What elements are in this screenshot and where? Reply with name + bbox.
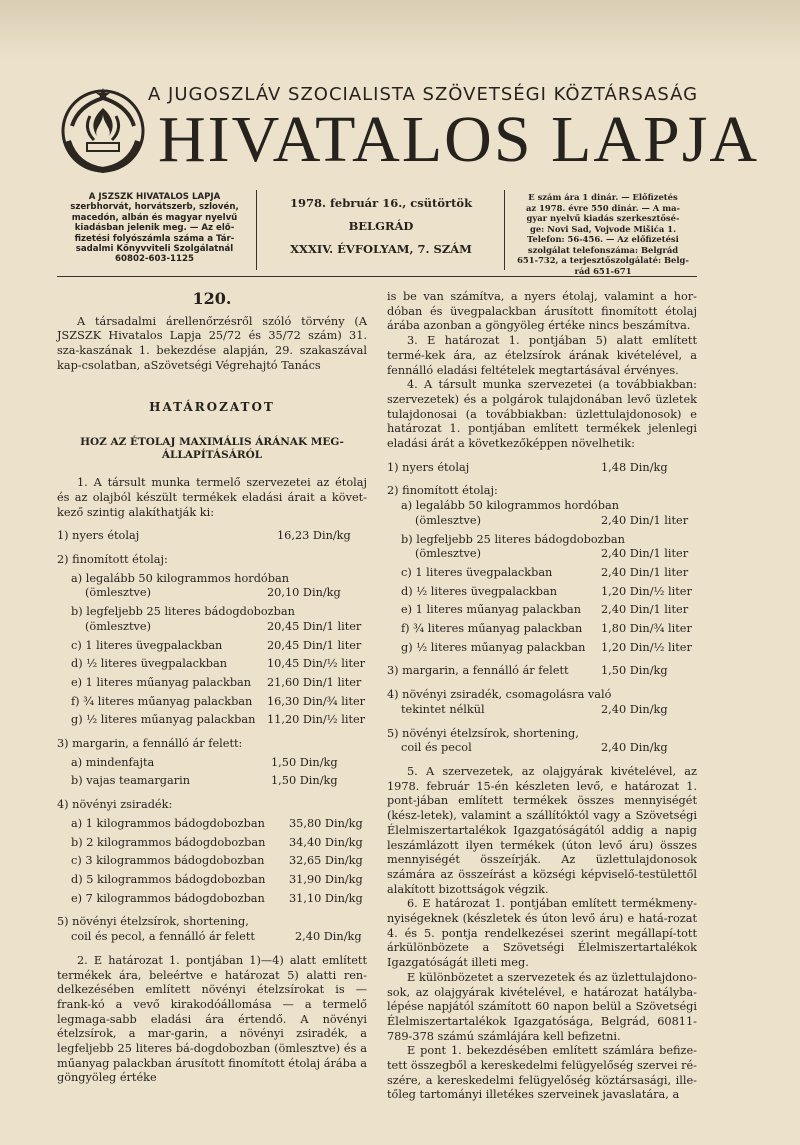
price-row xyxy=(71,695,367,710)
price-row xyxy=(71,817,367,832)
header-right-line: az 1978. évre 550 dinár. — A ma- xyxy=(526,202,680,213)
issue-volume: XXXIV. ÉVFOLYAM, 7. SZÁM xyxy=(290,242,472,256)
price-label: 1) nyers étolaj xyxy=(387,460,470,474)
price-value: 1,48 Din/kg xyxy=(601,460,668,474)
price-label: a) legalább 50 kilogrammos hordóban xyxy=(71,571,289,585)
price-value: 11,20 Din/½ liter xyxy=(267,713,366,727)
price-label: coil és pecol xyxy=(401,741,472,755)
paragraph-8: E pont 1. bekezdésében említett számlára befize-tett összegből a kereskedelmi felügyelőség szervei ré-szére, a kereskedelmi felügyelőség köztársasági, ille-tőleg tartományi illetékes szerveinek javaslatára, a xyxy=(387,1044,697,1102)
header-right-line: E szám ára 1 dinár. — Előfizetés xyxy=(528,192,678,202)
price-value: 16,23 Din/kg xyxy=(277,529,351,543)
header-center-info xyxy=(262,192,500,267)
price-row xyxy=(71,620,367,635)
price-label: 3) margarin, a fennálló ár felett xyxy=(387,664,569,678)
state-emblem-icon xyxy=(58,86,148,176)
price-value: 31,90 Din/kg xyxy=(289,872,363,886)
price-row xyxy=(71,836,367,851)
price-label: tekintet nélkül xyxy=(401,702,485,716)
price-value: 31,10 Din/kg xyxy=(289,891,363,905)
intro-paragraph: A társadalmi árellenőrzésről szóló törvény (A JSZSZK Hivatalos Lapja 25/72 és 35/72 szám) 31. sza-kaszának 1. bekezdése alapján, 29. szakaszával kap-csolatban, aSzövetségi Végrehajtó Tanács xyxy=(57,314,367,372)
price-value: 21,60 Din/1 liter xyxy=(267,675,362,689)
price-value: 1,80 Din/¾ liter xyxy=(601,622,692,636)
left-column xyxy=(57,290,367,1086)
price-label: e) 1 literes műanyag palackban xyxy=(71,675,252,689)
price-value: 32,65 Din/kg xyxy=(289,854,363,868)
price-value: 16,30 Din/¾ liter xyxy=(267,694,366,708)
price-value: 20,45 Din/1 liter xyxy=(267,638,362,652)
price-label: 1) nyers étolaj xyxy=(57,529,140,543)
price-label: g) ½ literes műanyag palackban xyxy=(401,640,586,654)
price-value: 1,50 Din/kg xyxy=(271,755,338,769)
price-row xyxy=(387,664,697,679)
price-row xyxy=(387,461,697,476)
price-label: c) 3 kilogrammos bádogdobozban xyxy=(71,854,265,868)
price-row xyxy=(71,774,367,789)
header-right-line: 651-732, a terjesztőszolgálaté: Belg- xyxy=(517,255,689,265)
price-row xyxy=(401,514,697,529)
price-label: c) 1 literes üvegpalackban xyxy=(71,638,223,652)
price-row xyxy=(71,756,367,771)
decree-title: HATÁROZATOT xyxy=(149,399,275,414)
issue-place: BELGRÁD xyxy=(348,219,414,233)
paragraph-3: 3. E határozat 1. pontjában 5) alatt említett termé-kek ára, az ételzsírok árának kivételével, a fennálló eladási feltételek megtartásával érvényes. xyxy=(387,334,697,377)
price-label: b) legfeljebb 25 literes bádogdobozban xyxy=(401,532,625,546)
paragraph-continued: is be van számítva, a nyers étolaj, valamint a hor-dóban és üvegpalackban árusított finomított étolaj árába azonban a göngyöleg értéke nincs beszámítva. xyxy=(387,290,697,333)
issue-date: 1978. február 16., csütörtök xyxy=(289,196,473,210)
price-label: d) ½ literes üvegpalackban xyxy=(401,584,557,598)
price-value: 2,40 Din/1 liter xyxy=(601,565,689,579)
price-value: 2,40 Din/1 liter xyxy=(601,547,689,561)
price-value: 20,10 Din/kg xyxy=(267,586,341,600)
header-left-info xyxy=(57,192,252,267)
header-left-line: sadalmi Könyvviteli Szolgálatnál xyxy=(75,244,234,255)
price-value: 1,50 Din/kg xyxy=(601,664,668,678)
price-row xyxy=(401,603,697,618)
paragraph-2: 2. E határozat 1. pontjában 1)—4) alatt említett termékek ára, beleértve e határozat 5) alatti ren-delkezésében említett növényi ételzsírokat is — frank-kó a vevő kirakodóállomása — a termelő legmaga-sabb eladási ára értendő. A növényi ételzsírok, a mar-garin, a növényi zsiradék, a legfeljebb 25 literes bá-dogdobozban (ömlesztve) és a műanyag palackban árusított finomított étolaj árába a göngyöleg értéke xyxy=(57,953,367,1085)
price-row xyxy=(71,639,367,654)
price-label: b) legfeljebb 25 literes bádogdobozban xyxy=(71,605,295,619)
price-value: 20,45 Din/1 liter xyxy=(267,619,362,633)
header-rule xyxy=(57,276,697,277)
price-value: 1,20 Din/½ liter xyxy=(601,640,692,654)
right-column xyxy=(387,290,697,1103)
paper-shade xyxy=(0,0,800,60)
header-right-line: gyar nyelvű kiadás szerkesztősé- xyxy=(526,213,680,223)
price-label: b) 2 kilogrammos bádogdobozban xyxy=(71,835,266,849)
price-row xyxy=(387,703,697,718)
price-value: 1,50 Din/kg xyxy=(271,774,338,788)
price-label: e) 7 kilogrammos bádogdobozban xyxy=(71,891,265,905)
price-row xyxy=(57,930,367,945)
price-label: (ömlesztve) xyxy=(85,586,151,600)
price-label: b) vajas teamargarin xyxy=(71,774,191,788)
section-heading: 4) növényi zsiradék: xyxy=(57,798,173,812)
price-label: a) mindenfajta xyxy=(71,755,155,769)
price-value: 1,20 Din/½ liter xyxy=(601,584,692,598)
header-left-line: macedón, albán és magyar nyelvű xyxy=(71,212,238,223)
header-divider xyxy=(256,190,257,270)
header-right-line: Telefon: 56-456. — Az előfizetési xyxy=(527,234,679,244)
paragraph-5: 5. A szervezetek, az olajgyárak kivételével, az 1978. február 15-én készleten levő, e határozat 1. pont-jában említett termékek összes mennyiségét (kész-letek), valamint a szállítóktól vagy a Szövetségi Élelmiszertartalékok Igazgatóságától addig a napig leszámlázott ilyen termékek (úton levő áru) összes mennyiségét összeírják. Az üzlettulajdonosok számára az összeírást a községi képviselő-testülettől alakított bizottságok végzik. xyxy=(387,764,697,896)
paragraph-1: 1. A társult munka termelő szervezetei az étolaj és az olajból készült termékek eladási árait a követ-kező szintig alakíthatják ki: xyxy=(57,476,367,519)
header-left-line: szerbhorvát, horvátszerb, szlovén, xyxy=(70,202,239,213)
price-row xyxy=(401,585,697,600)
price-label: d) ½ literes üvegpalackban xyxy=(71,657,227,671)
price-row xyxy=(71,854,367,869)
decree-subtitle: HOZ AZ ÉTOLAJ MAXIMÁLIS ÁRÁNAK MEG-ÁLLAPÍTÁSÁRÓL xyxy=(80,436,344,462)
price-row xyxy=(57,529,367,544)
price-label: f) ¾ literes műanyag palackban xyxy=(71,694,253,708)
price-value: 2,40 Din/1 liter xyxy=(601,603,689,617)
masthead-title: HIVATALOS LAPJA xyxy=(158,103,760,176)
price-label: f) ¾ literes műanyag palackban xyxy=(401,622,583,636)
paragraph-7: E különbözetet a szervezetek és az üzlettulajdono-sok, az olajgyárak kivételével, e határozat hatályba-lépése napjától számított 60 napon belül a Szövetségi Élelmiszertartalékok Igazgatósága, Belgrád, 60811-789-378 számú számlájára kell befizetni. xyxy=(387,970,697,1043)
price-label: d) 5 kilogrammos bádogdobozban xyxy=(71,872,266,886)
price-value: 35,80 Din/kg xyxy=(289,816,363,830)
price-value: 2,40 Din/kg xyxy=(601,741,668,755)
price-value: 2,40 Din/kg xyxy=(601,702,668,716)
price-label: a) legalább 50 kilogrammos hordóban xyxy=(401,499,619,513)
price-value: 10,45 Din/½ liter xyxy=(267,657,366,671)
price-label: (ömlesztve) xyxy=(85,619,151,633)
decree-number: 120. xyxy=(192,289,232,308)
header-left-line: kiadásban jelenik meg. — Az elő- xyxy=(74,223,235,234)
price-label: 5) növényi ételzsírok, shortening, xyxy=(387,726,579,740)
price-label: coil és pecol, a fennálló ár felett xyxy=(71,930,255,944)
price-label: 5) növényi ételzsírok, shortening, xyxy=(57,915,249,929)
section-heading: 2) finomított étolaj: xyxy=(387,484,498,498)
price-row xyxy=(71,676,367,691)
price-value: 2,40 Din/kg xyxy=(295,930,362,944)
price-row xyxy=(71,586,367,601)
price-row xyxy=(71,657,367,672)
header-right-line: szolgálat telefonszáma: Belgrád xyxy=(527,244,679,255)
price-value: 2,40 Din/1 liter xyxy=(601,513,689,527)
price-row xyxy=(401,622,697,637)
header-right-line: ge: Novi Sad, Vojvode Mišića 1. xyxy=(530,223,676,234)
price-row xyxy=(71,873,367,888)
header-right-line: rád 651-671 xyxy=(574,265,632,276)
paragraph-4: 4. A társult munka szervezetei (a továbbiakban: szervezetek) és a polgárok tulajdonában levő üzletek tulajdonosai (a továbbiakban: üzlettulajdonosok) e határozat 1. pontjában említett termékek jelenlegi eladási árát a következőképpen növelhetik: xyxy=(387,378,697,451)
price-row xyxy=(401,566,697,581)
price-label: g) ½ literes műanyag palackban xyxy=(71,713,256,727)
section-heading: 3) margarin, a fennálló ár felett: xyxy=(57,737,243,751)
price-label: a) 1 kilogrammos bádogdobozban xyxy=(71,816,265,830)
paragraph-6: 6. E határozat 1. pontjában említett termékmeny-nyiségeknek (készletek és úton levő áru) e hatá-rozat 4. és 5. pontja rendelkezései szerint megállapí-tott árkülönbözete a Szövetségi Élelmiszertartalékok Igazgatóságát illeti meg. xyxy=(387,897,697,970)
price-value: 34,40 Din/kg xyxy=(289,835,363,849)
price-label: (ömlesztve) xyxy=(415,513,481,527)
price-label: e) 1 literes műanyag palackban xyxy=(401,603,582,617)
header-right-info xyxy=(510,192,696,276)
price-label: c) 1 literes üvegpalackban xyxy=(401,565,553,579)
price-row xyxy=(401,547,697,562)
price-row xyxy=(71,713,367,728)
price-label: 4) növényi zsiradék, csomagolásra való xyxy=(387,688,612,702)
section-heading: 2) finomított étolaj: xyxy=(57,553,168,567)
price-label: (ömlesztve) xyxy=(415,547,481,561)
header-left-line: fizetési folyószámla száma a Tár- xyxy=(74,233,235,244)
masthead-supertitle: A JUGOSZLÁV SZOCIALISTA SZÖVETSÉGI KÖZTÁRSASÁG xyxy=(148,84,699,105)
price-row xyxy=(71,892,367,907)
price-row xyxy=(401,641,697,656)
header-left-line: 60802-603-1125 xyxy=(115,254,194,265)
price-row xyxy=(387,741,697,756)
header-left-line: A JSZSZK HIVATALOS LAPJA xyxy=(88,192,221,202)
header-divider xyxy=(504,190,505,270)
